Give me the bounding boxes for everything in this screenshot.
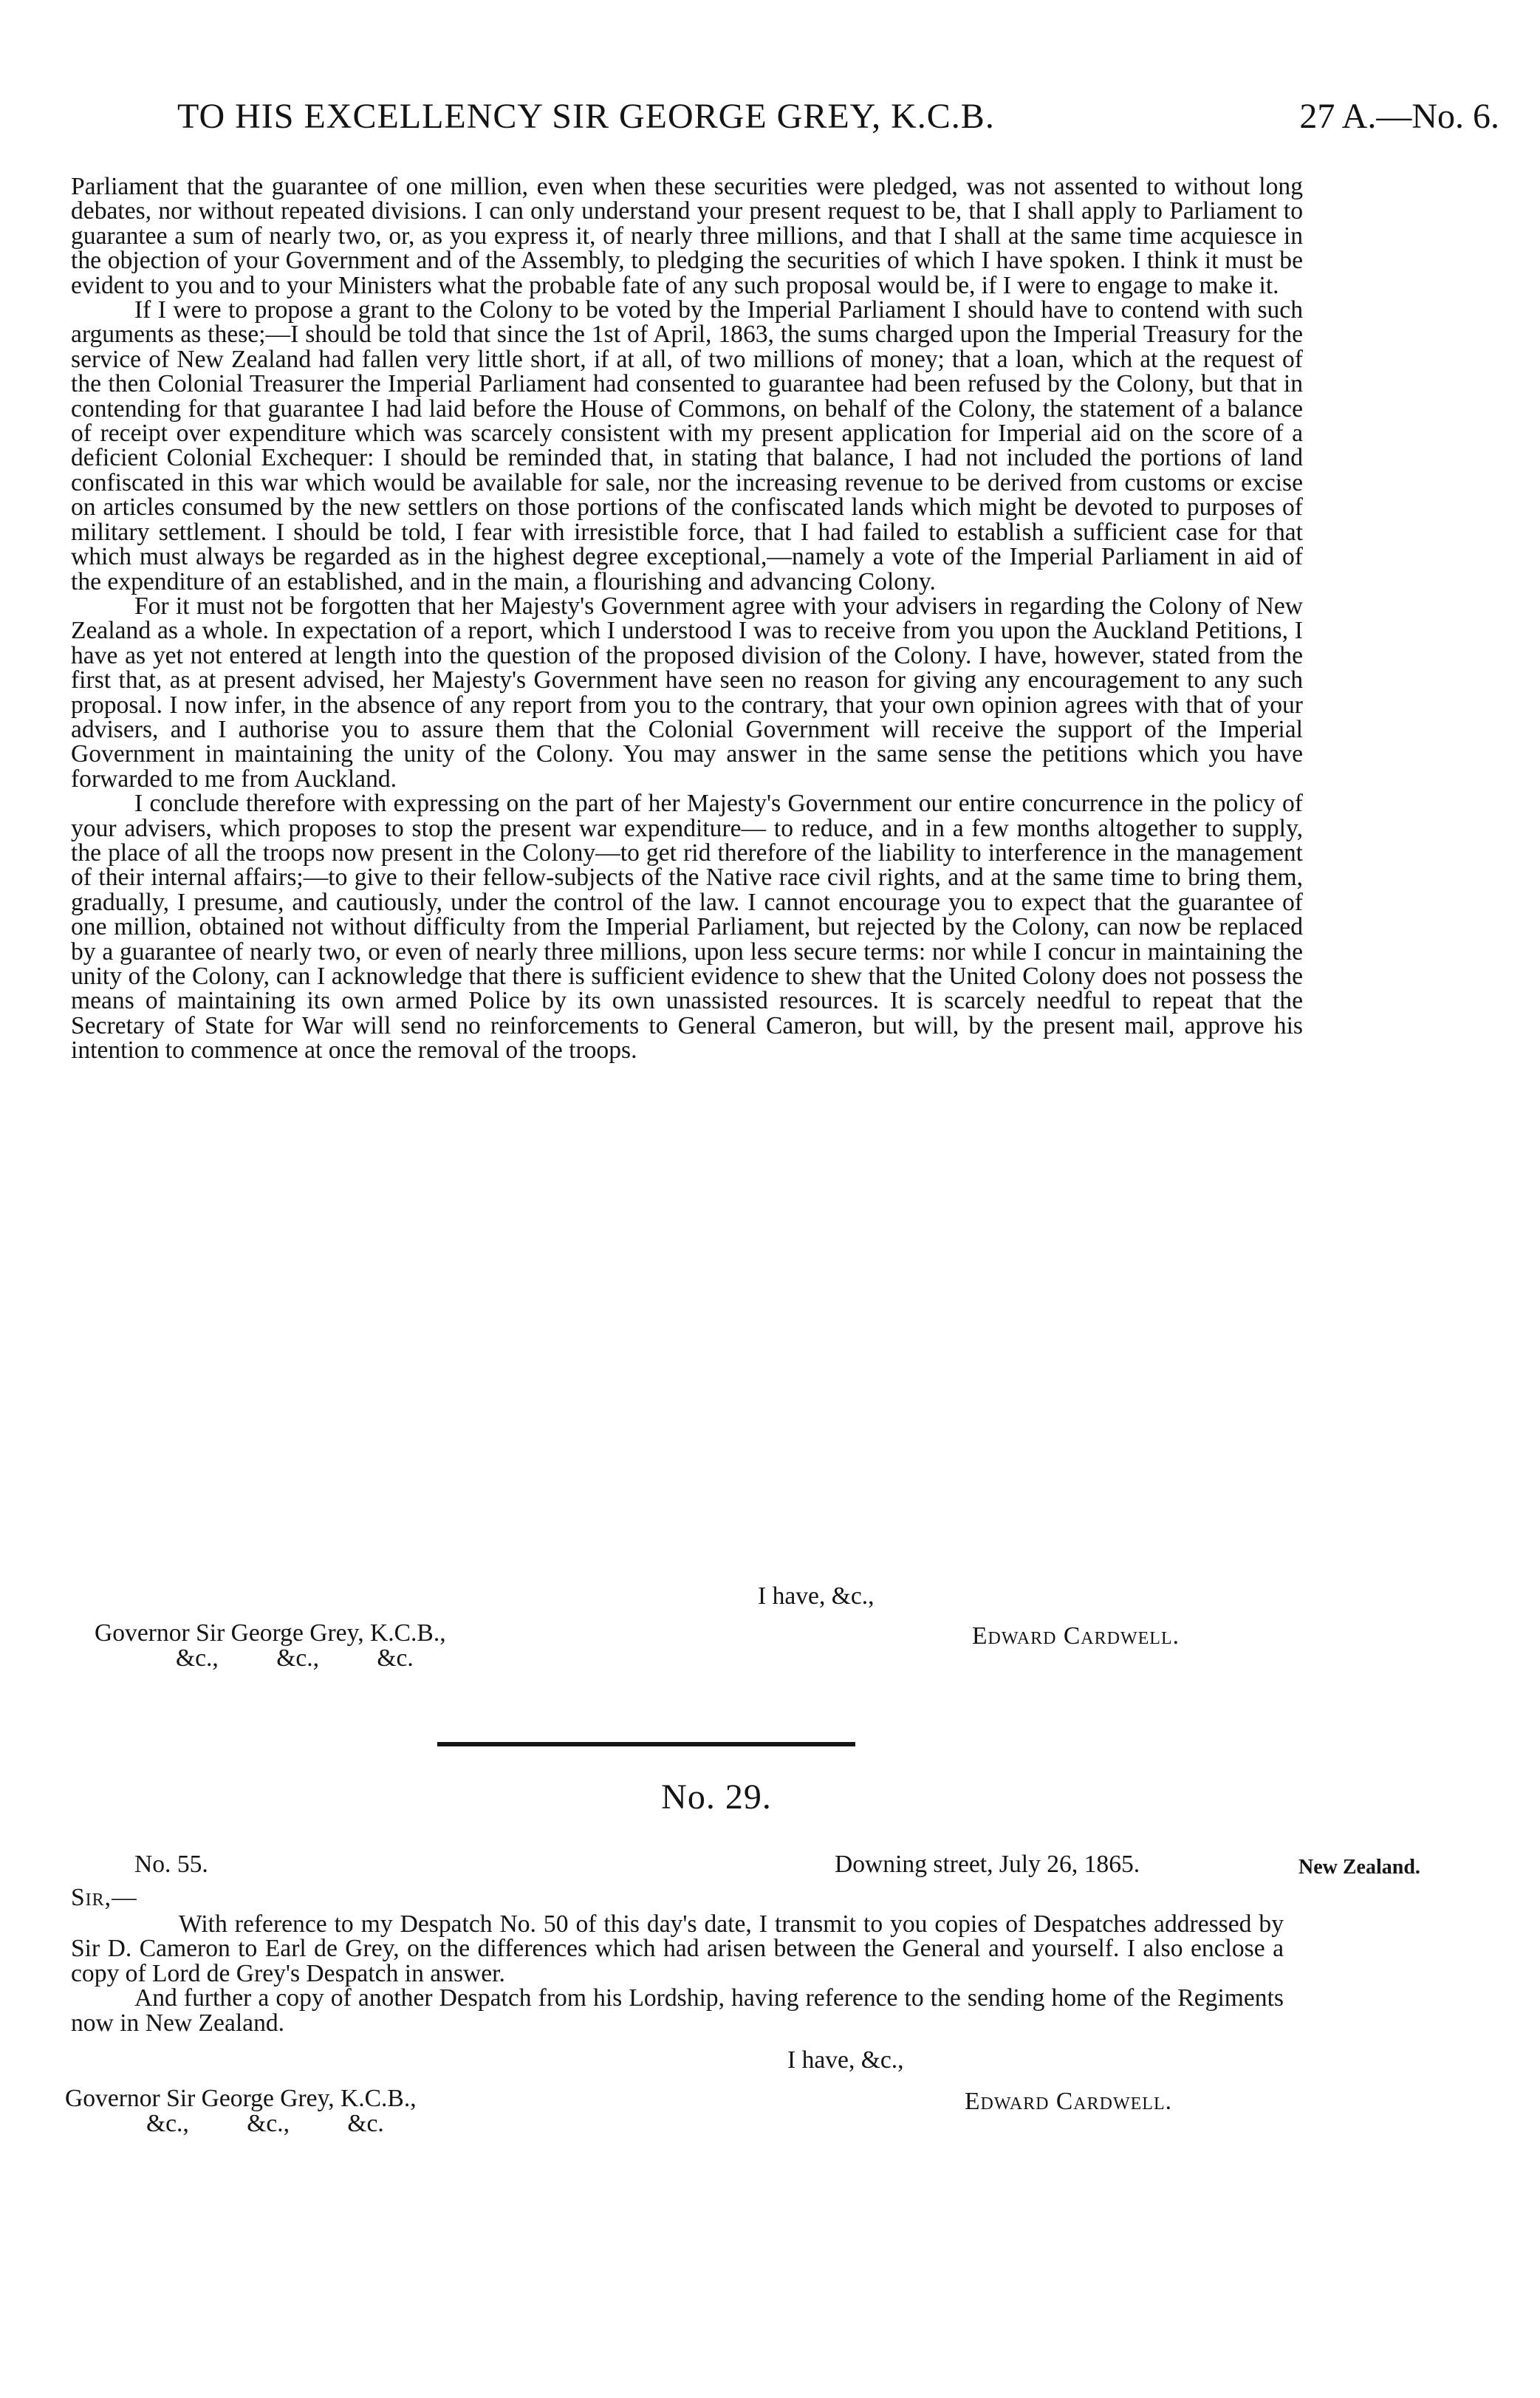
despatch-body-2 — [71, 1912, 1284, 2035]
addressee-block — [65, 2086, 417, 2136]
section-heading: No. 29. — [661, 1777, 772, 1817]
running-header — [177, 96, 1499, 155]
addressee-name: Governor Sir George Grey, K.C.B., — [95, 1619, 446, 1647]
closing-formula: I have, &c., — [758, 1582, 875, 1610]
despatch-number: No. 55. — [134, 1851, 208, 1878]
signature: Edward Cardwell. — [965, 2088, 1172, 2115]
paragraph: For it must not be forgotten that her Majesty's Government agree with your advisers in regarding the Colony of New Zealand as a whole. In expectation of a report, which I understood I was to receive from you upon the Auckland Petitions, I have as yet not entered at length into the question of the proposed division of the Colony. I have, however, stated from the first that, as at present advised, her Majesty's Government have seen no reason for giving any encouragement to any such proposal. I now infer, in the absence of any report from you to the contrary, that your own opinion agrees with that of your advisers, and I authorise you to assure them that the Colonial Government will receive the support of the Imperial Government in maintaining the unity of the Colony. You may answer in the same sense the petitions which you have forwarded to me from Auckland. — [71, 592, 1303, 793]
section-divider — [437, 1742, 855, 1746]
addressee-block — [95, 1621, 446, 1671]
paragraph: With reference to my Despatch No. 50 of this day's date, I transmit to you copies of Despatches addressed by Sir D. Cameron to Earl de Grey, on the differences which had arisen between the General and yourself. I also enclose a copy of Lord de Grey's Despatch in answer. — [71, 1910, 1284, 1987]
header-title: TO HIS EXCELLENCY SIR GEORGE GREY, K.C.B. — [177, 97, 995, 136]
paragraph: If I were to propose a grant to the Colony to be voted by the Imperial Parliament I should have to contend with such arguments as these;—I should be told that since the 1st of April, 1863, the sums charged upon the Imperial Treasury for the service of New Zealand had fallen very little short, if at all, of two millions of money; that a loan, which at the request of the then Colonial Treasurer the Imperial Parliament had consented to guarantee had been refused by the Colony, but that in contending for that guarantee I had laid before the House of Commons, on behalf of the Colony, the statement of a balance of receipt over expenditure which was scarcely consistent with my present application for Imperial aid on the score of a deficient Colonial Exchequer: I should be reminded that, in stating that balance, I had not included the portions of land confiscated in this war which would be available for sale, nor the increasing revenue to be derived from customs or excise on articles consumed by the new settlers on those portions of the confiscated lands which might be devoted to purposes of military settlement. I should be told, I fear with irresistible force, that I had failed to establish a sufficient case for that which must always be regarded as in the highest degree exceptional,—namely a vote of the Imperial Parliament in aid of the expenditure of an established, and in the main, a flourishing and advancing Colony. — [71, 296, 1303, 595]
signature: Edward Cardwell. — [972, 1622, 1180, 1650]
paragraph: I conclude therefore with expressing on the part of her Majesty's Government our entire concurrence in the policy of your advisers, which proposes to stop the present war expenditure— to reduce, and in a few months altogether to supply, the place of all the troops now present in the Colony—to get rid therefore of the liability to interference in the management of their internal affairs;—to give to their fellow-subjects of the Native race civil rights, and at the same time to bring them, gradually, I presume, and cautiously, under the control of the law. I cannot encourage you to expect that the guarantee of one million, obtained not without difficulty from the Imperial Parliament, but rejected by the Colony, can now be replaced by a guarantee of nearly two, or even of nearly three millions, upon less secure terms: nor while I concur in maintaining the unity of the Colony, can I acknowledge that there is sufficient evidence to shew that the United Colony does not possess the means of maintaining its own armed Police by its own unassisted resources. It is scarcely needful to repeat that the Secretary of State for War will send no reinforcements to General Cameron, but will, by the present mail, approve his intention to commence at once the removal of the troops. — [71, 790, 1303, 1065]
addressee-etc: &c., &c., &c. — [146, 2110, 384, 2137]
addressee-name: Governor Sir George Grey, K.C.B., — [65, 2085, 417, 2112]
addressee-etc: &c., &c., &c. — [176, 1644, 414, 1672]
despatch-body — [71, 174, 1303, 1063]
page-reference: 27 A.—No. 6. — [1299, 97, 1499, 136]
closing-formula: I have, &c., — [787, 2046, 904, 2074]
paragraph: Parliament that the guarantee of one million, even when these securities were pledged, was not assented to without long debates, nor without repeated divisions. I can only understand your present request to be, that I shall apply to Parliament to guarantee a sum of nearly two, or, as you express it, of nearly three millions, and that I shall at the same time acquiesce in the objection of your Government and of the Assembly, to pledging the securities of which I have spoken. I think it must be evident to you and to your Ministers what the probable fate of any such proposal would be, if I were to engage to make it. — [71, 173, 1303, 299]
salutation: Sir,— — [71, 1884, 137, 1911]
dateline: Downing street, July 26, 1865. — [835, 1851, 1140, 1878]
paragraph: And further a copy of another Despatch from his Lordship, having reference to the sending home of the Regiments now in New Zealand. — [71, 1984, 1284, 2037]
margin-note: New Zealand. — [1298, 1856, 1420, 1879]
